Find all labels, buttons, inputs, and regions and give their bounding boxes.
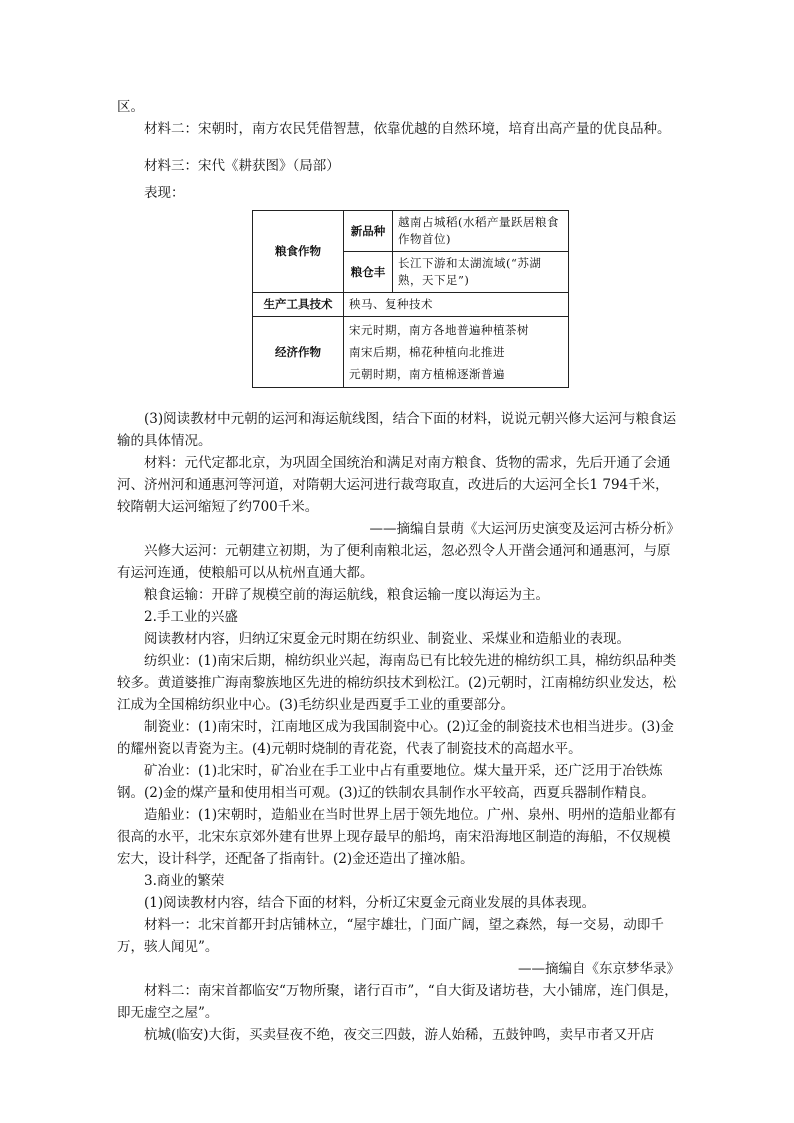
econ-item: 宋元时期，南方各地普遍种植茶树 bbox=[349, 323, 529, 337]
porcelain-answer: 制瓷业：(1)南宋时，江南地区成为我国制瓷中心。(2)辽金的制瓷技术也相当进步。(3)金的耀州瓷以青瓷为主。(4)元朝时烧制的青花瓷，代表了制瓷技术的高超水平。 bbox=[117, 719, 674, 757]
table-cell-granary-text: 长江下游和太湖流域(“苏湖熟，天下足”) bbox=[393, 252, 569, 293]
table-cell-new-variety: 新品种 bbox=[344, 211, 393, 252]
text-line: 杭城(临安)大街，买卖昼夜不绝，夜交三四鼓，游人始稀，五鼓钟鸣，卖早市者又开店 bbox=[144, 1027, 655, 1043]
material-1-text: 材料一：北宋首都开封店铺林立，“屋宇雄壮，门面广阔，望之森然，每一交易，动即千万，骇人闻见”。 bbox=[117, 917, 664, 955]
econ-item: 元朝时期，南方植棉逐渐普遍 bbox=[349, 367, 505, 381]
material-3-caption: 宋代《耕获图》（局部） bbox=[198, 158, 340, 174]
material-2-text: 材料二：南宋首都临安“万物所聚，诸行百市”，“自大街及诸坊巷，大小铺席，连门俱是，即无虚空之屋”。 bbox=[117, 983, 678, 1021]
material-text: 材料：元代定都北京，为巩固全国统治和满足对南方粮食、货物的需求，先后开通了会通河、济州河和通惠河等河道，对隋朝大运河进行裁弯取直，改进后的大运河全长1 794千米，较隋朝大运河缩短了约700千米。 bbox=[117, 455, 671, 515]
grain-transport-answer: 粮食运输：开辟了规模空前的海运航线，粮食运输一度以海运为主。 bbox=[144, 587, 549, 603]
section-heading: 3.商业的繁荣 bbox=[144, 873, 225, 889]
table-cell-tools-text: 秧马、复种技术 bbox=[344, 293, 569, 317]
material-2-text: 材料二：宋朝时，南方农民凭借智慧，依靠优越的自然环境，培育出高产量的优良品种。 bbox=[144, 121, 671, 137]
textile-answer: 纺织业：(1)南宋后期，棉纺织业兴起，海南岛已有比较先进的棉纺织工具，棉纺织品种类较多。黄道婆推广海南黎族地区先进的棉纺织技术到松江。(2)元朝时，江南棉纺织业发达，松江成为全国棉纺织业中心。(3)毛纺织业是西夏手工业的重要部分。 bbox=[117, 653, 677, 713]
source-citation: ——摘编自《东京梦华录》 bbox=[518, 961, 680, 977]
text-line: 区。 bbox=[117, 99, 144, 115]
source-citation: ——摘编自景萌《大运河历史演变及运河古桥分析》 bbox=[369, 521, 680, 537]
material-3-prefix: 材料三： bbox=[144, 158, 198, 174]
table-cell-tools: 生产工具技术 bbox=[253, 293, 344, 317]
agriculture-table bbox=[252, 210, 569, 388]
mining-answer: 矿冶业：(1)北宋时，矿冶业在手工业中占有重要地位。煤大量开采，还广泛用于冶铁炼钢。(2)金的煤产量和使用相当可观。(3)辽的铁制农具制作水平较高，西夏兵器制作精良。 bbox=[117, 763, 663, 801]
question-text: 阅读教材内容，归纳辽宋夏金元时期在纺织业、制瓷业、采煤业和造船业的表现。 bbox=[144, 631, 630, 647]
shipbuilding-answer: 造船业：(1)宋朝时，造船业在当时世界上居于领先地位。广州、泉州、明州的造船业都有很高的水平，北宋东京郊外建有世界上现存最早的船坞，南宋沿海地区制造的海船，不仅规模宏大，设计科学，还配备了指南针。(2)金还造出了撞冰船。 bbox=[117, 807, 677, 867]
table-cell-new-variety-text: 越南占城稻(水稻产量跃居粮食作物首位) bbox=[393, 211, 569, 252]
question-3-text: (3)阅读教材中元朝的运河和海运航线图，结合下面的材料，说说元朝兴修大运河与粮食运输的具体情况。 bbox=[117, 411, 677, 449]
table-cell-granary: 粮仓丰 bbox=[344, 252, 393, 293]
table-cell-grain: 粮食作物 bbox=[253, 211, 344, 293]
section-heading: 2.手工业的兴盛 bbox=[144, 609, 238, 625]
econ-item: 南宋后期，棉花种植向北推进 bbox=[349, 345, 505, 359]
question-text: (1)阅读教材内容，结合下面的材料，分析辽宋夏金元商业发展的具体表现。 bbox=[144, 895, 596, 911]
table-cell-econ-text bbox=[344, 317, 569, 388]
table-cell-econ: 经济作物 bbox=[253, 317, 344, 388]
performance-label: 表现： bbox=[144, 185, 185, 201]
canal-answer: 兴修大运河：元朝建立初期，为了便利南粮北运，忽必烈令人开凿会通河和通惠河，与原有运河连通，使粮船可以从杭州直通大都。 bbox=[117, 543, 671, 581]
material-3-label bbox=[117, 155, 680, 177]
